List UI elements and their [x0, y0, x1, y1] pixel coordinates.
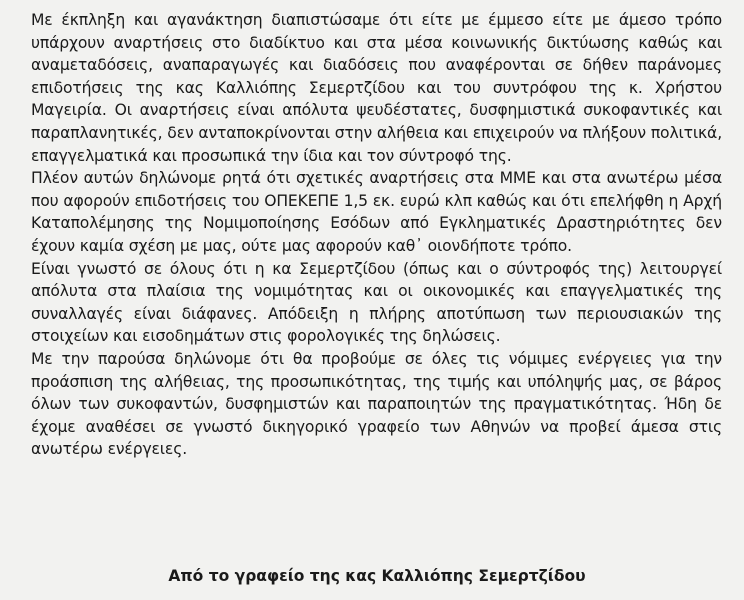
paragraph-3: Είναι γνωστό σε όλους ότι η κα Σεμερτζίδου (όπως και ο σύντροφός της) λειτουργεί απόλυτα στα πλαίσια της νομιμότητας και οι οικονομικές και επαγγελματικές της συναλλαγές είναι διάφανες. Απόδειξη η πλήρης αποτύπωση των περιουσιακών της στοιχείων και εισοδημάτων στις φορολογικές της δηλώσεις. [31, 259, 722, 346]
paragraph-4: Με την παρούσα δηλώνομε ότι θα προβούμε σε όλες τις νόμιμες ενέργειες για την προάσπιση της αλήθειας, της προσωπικότητας, της τιμής και υπόληψής μας, σε βάρος όλων των συκοφαντών, δυσφημιστών και παραποιητών της πραγματικότητας. Ήδη δε έχομε αναθέσει σε γνωστό δικηγορικό γραφείο των Αθηνών να προβεί άμεσα στις ανωτέρω ενέργειες. [31, 349, 722, 459]
paragraph-2: Πλέον αυτών δηλώνομε ρητά ότι σχετικές αναρτήσεις στα ΜΜΕ και στα ανωτέρω μέσα που αφορούν επιδοτήσεις του ΟΠΕΚΕΠΕ 1,5 εκ. ευρώ κλπ καθώς και ότι επελήφθη η Αρχή Καταπολέμησης της Νομιμοποίησης Εσόδων από Εγκληματικές Δραστηριότητες δεν έχουν καμία σχέση με μας, ούτε μας αφορούν καθ᾽ οιονδήποτε τρόπο. [31, 169, 722, 255]
paragraph-1: Με έκπληξη και αγανάκτηση διαπιστώσαμε ότι είτε με έμμεσο είτε με άμεσο τρόπο υπάρχουν αναρτήσεις στο διαδίκτυο και στα μέσα κοινωνικής δικτύωσης καθώς και αναμεταδόσεις, αναπαραγωγές και διαδόσεις που αναφέρονται σε δήθεν παράνομες επιδοτήσεις της κας Καλλιόπης Σεμερτζίδου και του συντρόφου της κ. Χρήστου Μαγειρία. Οι αναρτήσεις είναι απόλυτα ψευδέστατες, δυσφημιστικά συκοφαντικές και παραπλανητικές, δεν ανταποκρίνονται στην αλήθεια και επιχειρούν να πλήξουν πολιτικά, επαγγελματικά και προσωπικά την ίδια και τον σύντροφό της. [31, 11, 722, 165]
signature-line: Από το γραφείο της κας Καλλιόπης Σεμερτζίδου [168, 567, 586, 585]
